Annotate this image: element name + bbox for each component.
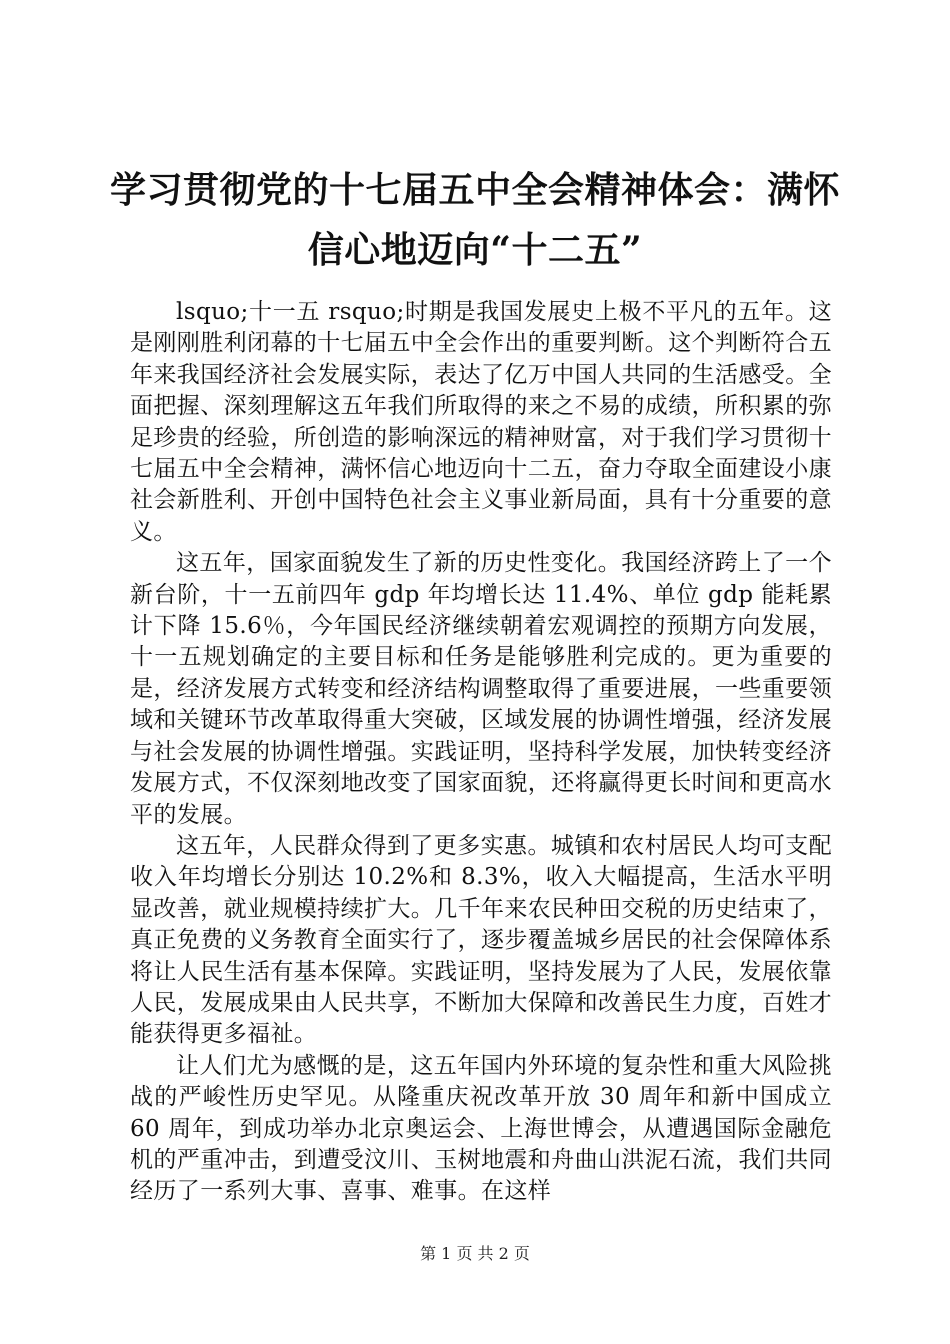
paragraph-2: 这五年，国家面貌发生了新的历史性变化。我国经济跨上了一个新台阶，十一五前四年 gdp 年均增长达 11.4%、单位 gdp 能耗累计下降 15.6％，今年国民经济继续朝着宏观调控的预期方向发展，十一五规划确定的主要目标和任务是能够胜利完成的。更为重要的是，经济发展方式转变和经济结构调整取得了重要进展，一些重要领域和关键环节改革取得重大突破，区域发展的协调性增强，经济发展与社会发展的协调性增强。实践证明，坚持科学发展，加快转变经济发展方式，不仅深刻地改变了国家面貌，还将赢得更长时间和更高水平的发展。 [130, 550, 832, 828]
paragraph-1: lsquo;十一五 rsquo;时期是我国发展史上极不平凡的五年。这是刚刚胜利闭幕的十七届五中全会作出的重要判断。这个判断符合五年来我国经济社会发展实际，表达了亿万中国人共同的生活感受。全面把握、深刻理解这五年我们所取得的来之不易的成绩，所积累的弥足珍贵的经验，所创造的影响深远的精神财富，对于我们学习贯彻十七届五中全会精神，满怀信心地迈向十二五，奋力夺取全面建设小康社会新胜利、开创中国特色社会主义事业新局面，具有十分重要的意义。 [130, 299, 832, 545]
document-body [130, 297, 832, 1208]
title-line-2: 信心地迈向“十二五” [307, 229, 643, 271]
paragraph-3: 这五年，人民群众得到了更多实惠。城镇和农村居民人均可支配收入年均增长分别达 10.2%和 8.3%，收入大幅提高，生活水平明显改善，就业规模持续扩大。几千年来农民种田交税的历史结束了，真正免费的义务教育全面实行了，逐步覆盖城乡居民的社会保障体系将让人民生活有基本保障。实践证明，坚持发展为了人民，发展依靠人民，发展成果由人民共享，不断加大保障和改善民生力度，百姓才能获得更多福祉。 [130, 832, 832, 1048]
title-line-1: 学习贯彻党的十七届五中全会精神体会：满怀 [110, 169, 841, 211]
paragraph-4: 让人们尤为感慨的是，这五年国内外环境的复杂性和重大风险挑战的严峻性历史罕见。从隆重庆祝改革开放 30 周年和新中国成立 60 周年，到成功举办北京奥运会、上海世博会，从遭遇国际金融危机的严重冲击，到遭受汶川、玉树地震和舟曲山洪泥石流，我们共同经历了一系列大事、喜事、难事。在这样 [130, 1052, 832, 1205]
document-title [110, 160, 840, 280]
page-footer: 第 1 页 共 2 页 [420, 1244, 530, 1263]
